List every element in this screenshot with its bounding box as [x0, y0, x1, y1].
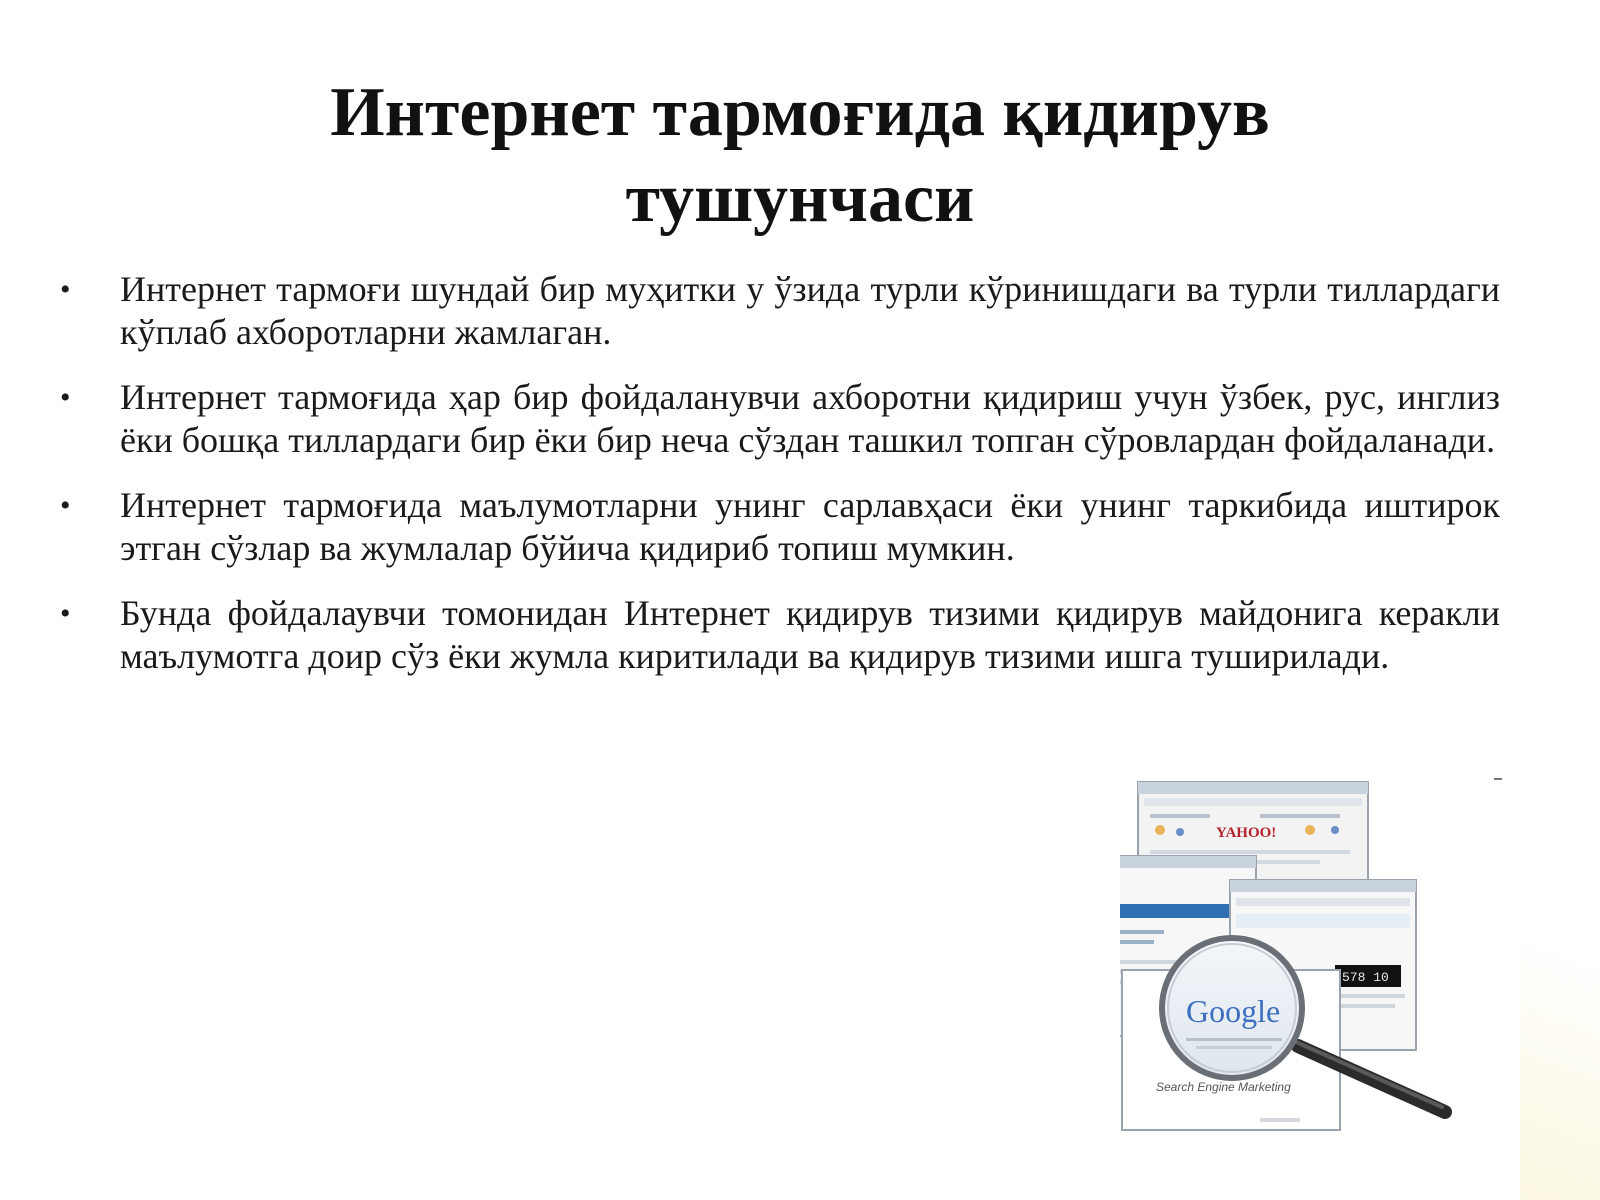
bullet-marker: • [60, 381, 71, 414]
bullet-marker: • [60, 489, 71, 522]
title-line-2: тушунчаси [625, 160, 975, 237]
bullet-text: Интернет тармоғи шундай бир муҳитки у ўзида турли кўринишдаги ва турли тиллардаги кўплаб ахборотларни жамлаган. [120, 269, 1500, 352]
google-logo: Google [1186, 993, 1281, 1029]
bullet-item [60, 268, 1500, 354]
bullet-marker: • [60, 273, 71, 306]
slide-title [150, 70, 1450, 242]
bullet-text: Интернет тармоғида ҳар бир фойдаланувчи ахборотни қидириш учун ўзбек, рус, инглиз ёки бошқа тиллардаги бир ёки бир неча сўздан ташкил топган сўровлардан фойдаланади. [120, 377, 1500, 460]
bullet-text: Бунда фойдалаувчи томонидан Интернет қидирув тизими қидирув майдонига керакли маълумотга доир сўз ёки жумла киритилади ва қидирув тизими ишга туширилади. [120, 593, 1500, 676]
bullet-text: Интернет тармоғида маълумотларни унинг сарлавҳаси ёки унинг таркибида иштирок этган сўзлар ва жумлалар бўйича қидириб топиш мумкин. [120, 485, 1500, 568]
bullet-marker: • [60, 597, 71, 630]
bullet-item [60, 592, 1500, 678]
caption-text: Search Engine Marketing [1156, 1080, 1291, 1094]
bullet-item [60, 484, 1500, 570]
title-line-1: Интернет тармоғида қидирув [330, 74, 1270, 151]
bullet-item [60, 376, 1500, 462]
counter-display: 578 10 [1342, 970, 1389, 985]
search-engine-illustration [1120, 780, 1520, 1160]
corner-decoration [1520, 780, 1600, 1200]
bullet-list [60, 268, 1500, 700]
yahoo-logo: YAHOO! [1216, 825, 1277, 841]
